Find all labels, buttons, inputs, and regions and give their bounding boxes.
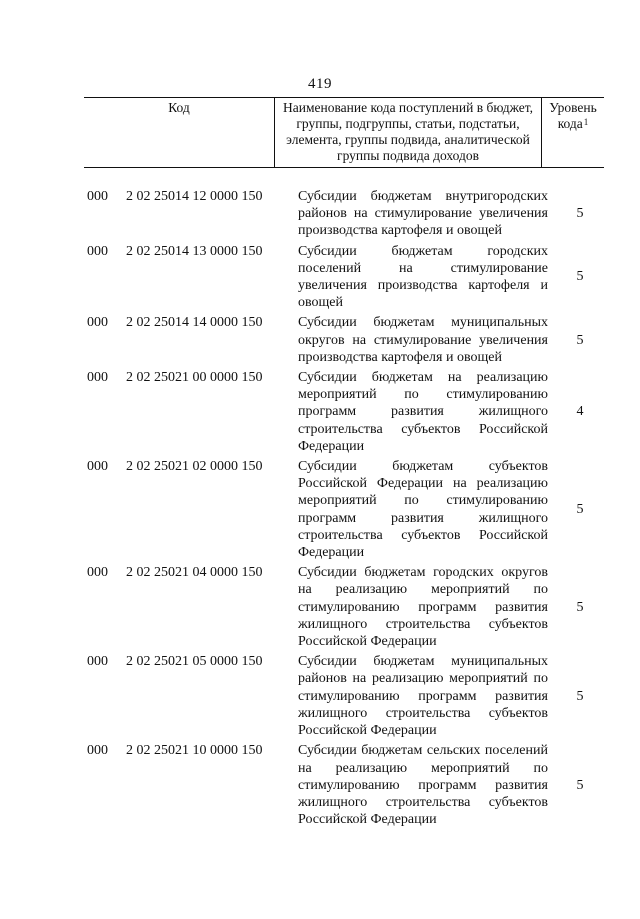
table-row xyxy=(84,653,604,739)
table-row xyxy=(84,188,604,240)
header-level xyxy=(542,98,604,167)
code-level: 5 xyxy=(576,599,584,615)
admin-code: 000 xyxy=(87,654,108,670)
code-level: 5 xyxy=(576,502,584,518)
table-row xyxy=(84,458,604,561)
table-row xyxy=(84,369,604,455)
table-row xyxy=(84,742,604,828)
code-level: 5 xyxy=(576,269,584,285)
code-level: 5 xyxy=(576,777,584,793)
income-name: Субсидии бюджетам городских поселений на стимулирование увеличения производства картофеля и овощей xyxy=(298,243,548,311)
admin-code: 000 xyxy=(87,243,108,259)
code-level: 5 xyxy=(576,206,584,222)
header-level-footnote: 1 xyxy=(583,117,589,127)
income-name: Субсидии бюджетам городских округов на реализацию мероприятий по стимулированию программ развития жилищного строительства субъектов Российской Федерации xyxy=(298,565,548,650)
admin-code: 000 xyxy=(87,315,108,331)
income-name: Субсидии бюджетам внутригородских районов на стимулирование увеличения производства картофеля и овощей xyxy=(298,189,548,239)
table-body xyxy=(84,188,604,831)
admin-code: 000 xyxy=(87,459,108,475)
income-code: 2 02 25021 00 0000 150 xyxy=(126,370,263,386)
income-code: 2 02 25021 02 0000 150 xyxy=(126,459,263,475)
table-row xyxy=(84,564,604,650)
admin-code: 000 xyxy=(87,189,108,204)
income-code: 2 02 25014 14 0000 150 xyxy=(126,315,263,331)
table-row xyxy=(84,243,604,312)
header-code: Код xyxy=(168,100,190,115)
header-level-label: Уровень кода xyxy=(549,100,597,131)
page-number: 419 xyxy=(308,76,332,92)
code-level: 5 xyxy=(576,688,584,704)
income-name: Субсидии бюджетам субъектов Российской Федерации на реализацию мероприятий по стимулированию программ развития жилищного строительства субъектов Российской Федерации xyxy=(298,459,548,561)
table-header xyxy=(84,97,604,168)
income-code: 2 02 25021 10 0000 150 xyxy=(126,743,263,759)
table-row xyxy=(84,314,604,366)
income-code: 2 02 25014 12 0000 150 xyxy=(126,189,263,204)
admin-code: 000 xyxy=(87,370,108,386)
code-level: 4 xyxy=(576,404,584,420)
income-name: Субсидии бюджетам муниципальных округов на стимулирование увеличения производства картофеля и овощей xyxy=(298,315,548,365)
income-code: 2 02 25021 05 0000 150 xyxy=(126,654,263,670)
code-level: 5 xyxy=(576,332,584,348)
income-code: 2 02 25021 04 0000 150 xyxy=(126,565,263,581)
income-code: 2 02 25014 13 0000 150 xyxy=(126,243,263,259)
income-name: Субсидии бюджетам сельских поселений на реализацию мероприятий по стимулированию программ развития жилищного строительства субъектов Российской Федерации xyxy=(298,743,548,828)
admin-code: 000 xyxy=(87,565,108,581)
income-name: Субсидии бюджетам муниципальных районов на реализацию мероприятий по стимулированию программ развития жилищного строительства субъектов Российской Федерации xyxy=(298,654,548,739)
header-name: Наименование кода поступлений в бюджет, группы, подгруппы, статьи, подстатьи, элемента, группы подвида, аналитической группы подвида доходов xyxy=(274,98,542,167)
admin-code: 000 xyxy=(87,743,108,759)
income-name: Субсидии бюджетам на реализацию мероприятий по стимулированию программ развития жилищного строительства субъектов Российской Федерации xyxy=(298,370,548,454)
